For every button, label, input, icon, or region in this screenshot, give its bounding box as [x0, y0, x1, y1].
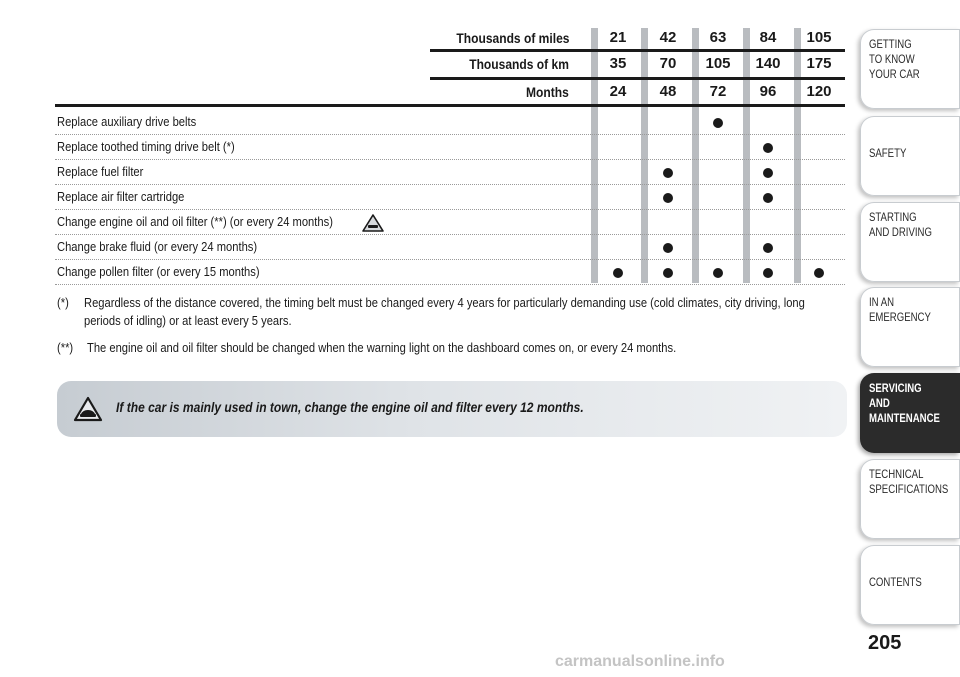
side-tab-4[interactable] — [860, 373, 960, 453]
service-mark-dot — [814, 268, 824, 278]
header-value-miles: 21 — [609, 29, 627, 46]
footnote-marker: (**) — [57, 340, 74, 355]
header-value-miles: 63 — [709, 29, 727, 46]
side-tab-5[interactable] — [860, 459, 960, 539]
header-rule — [430, 49, 845, 52]
side-tab-label: SAFETY — [869, 146, 907, 160]
header-label-km: Thousands of km — [469, 56, 569, 72]
side-tab-label: CONTENTS — [869, 575, 922, 589]
row-divider — [55, 284, 845, 285]
row-divider — [55, 159, 845, 160]
header-rule — [430, 77, 845, 80]
side-tab-0[interactable] — [860, 29, 960, 109]
callout-text: If the car is mainly used in town, change the engine oil and filter every 12 months. — [116, 399, 584, 415]
row-divider — [55, 259, 845, 260]
side-tab-2[interactable] — [860, 202, 960, 282]
header-value-months: 72 — [709, 83, 727, 100]
service-mark-dot — [663, 193, 673, 203]
side-tab-label: TECHNICAL SPECIFICATIONS — [869, 467, 949, 496]
service-mark-dot — [763, 193, 773, 203]
header-value-months: 120 — [806, 83, 832, 100]
service-mark-dot — [663, 243, 673, 253]
header-value-km: 70 — [659, 55, 677, 72]
footnote-text: Regardless of the distance covered, the timing belt must be changed every 4 years for particularly demanding use (cold climates, city driving, long periods of idling) or at least every 5 years. — [84, 295, 805, 328]
row-divider — [55, 184, 845, 185]
side-tab-label: SERVICING AND MAINTENANCE — [869, 381, 940, 425]
table-row-label: Replace auxiliary drive belts — [57, 114, 197, 129]
header-value-miles: 105 — [806, 29, 832, 46]
table-row-label: Replace fuel filter — [57, 164, 144, 179]
header-value-miles: 84 — [759, 29, 777, 46]
table-row-label: Change engine oil and oil filter (**) (or every 24 months) — [57, 214, 333, 229]
row-divider — [55, 234, 845, 235]
side-tab-6[interactable] — [860, 545, 960, 625]
header-value-miles: 42 — [659, 29, 677, 46]
header-value-km: 175 — [806, 55, 832, 72]
side-tab-label: IN AN EMERGENCY — [869, 295, 931, 324]
header-rule — [55, 104, 845, 107]
header-value-months: 24 — [609, 83, 627, 100]
header-label-months: Months — [526, 84, 569, 100]
header-value-km: 35 — [609, 55, 627, 72]
side-tab-label: STARTING AND DRIVING — [869, 210, 932, 239]
warning-triangle-icon — [362, 213, 384, 233]
footnote-marker: (*) — [57, 295, 69, 310]
service-mark-dot — [763, 143, 773, 153]
service-mark-dot — [713, 118, 723, 128]
header-value-months: 96 — [759, 83, 777, 100]
warning-triangle-icon — [73, 396, 103, 422]
watermark: carmanualsonline.info — [555, 653, 725, 670]
row-divider — [55, 209, 845, 210]
header-label-miles: Thousands of miles — [455, 30, 569, 46]
header-value-km: 105 — [705, 55, 731, 72]
table-row-label: Change pollen filter (or every 15 months) — [57, 264, 260, 279]
warning-callout — [57, 381, 847, 437]
row-divider — [55, 134, 845, 135]
header-value-km: 140 — [755, 55, 781, 72]
service-mark-dot — [763, 268, 773, 278]
side-tab-3[interactable] — [860, 287, 960, 367]
side-tab-1[interactable] — [860, 116, 960, 196]
service-mark-dot — [663, 268, 673, 278]
footnote-text: The engine oil and oil filter should be changed when the warning light on the dashboard comes on, or every 24 months. — [87, 340, 677, 355]
table-row-label: Change brake fluid (or every 24 months) — [57, 239, 258, 254]
page-number: 205 — [868, 632, 902, 654]
table-row-label: Replace toothed timing drive belt (*) — [57, 139, 235, 154]
header-value-months: 48 — [659, 83, 677, 100]
service-mark-dot — [763, 168, 773, 178]
table-row-label: Replace air filter cartridge — [57, 189, 185, 204]
service-mark-dot — [763, 243, 773, 253]
side-tab-label: GETTING TO KNOW YOUR CAR — [869, 37, 920, 81]
service-mark-dot — [613, 268, 623, 278]
service-mark-dot — [663, 168, 673, 178]
service-mark-dot — [713, 268, 723, 278]
